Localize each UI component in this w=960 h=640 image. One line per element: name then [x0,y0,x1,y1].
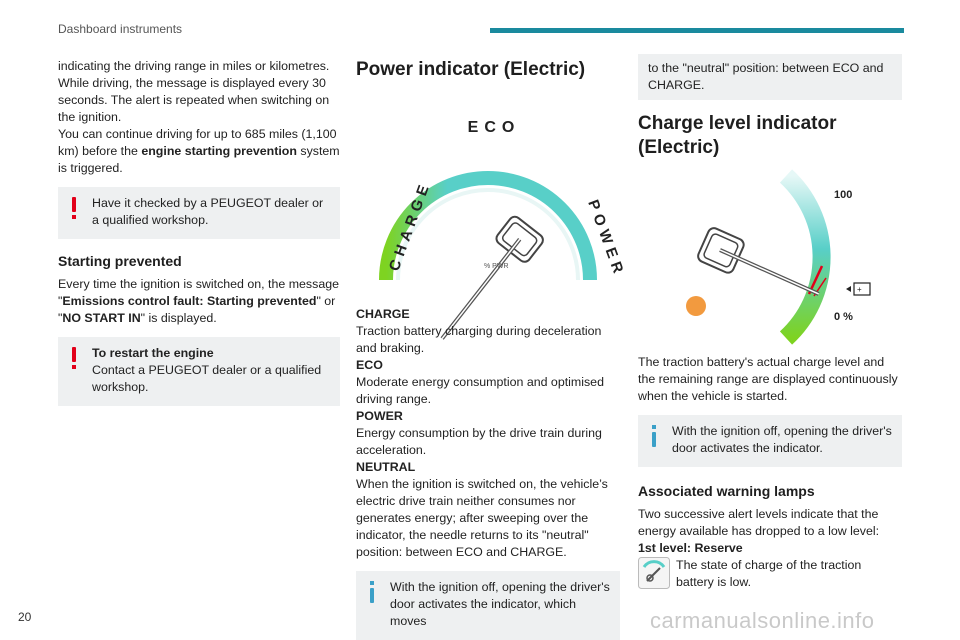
page-number: 20 [18,610,32,624]
info-text: to the "neutral" position: between ECO and CHARGE. [648,61,884,92]
warning-text: Contact a PEUGEOT dealer or a qualified workshop. [92,363,322,394]
gauge-label-0: 0 % [834,311,853,323]
column-3 [638,54,902,591]
warning-box [58,337,340,406]
warning-lamp-icon [686,296,706,316]
header-accent-bar [490,28,904,33]
info-icon [368,581,376,603]
gauge-unit-label: % PWR [484,263,509,270]
paragraph: The traction battery's actual charge level and the remaining range are displayed continuously when the vehicle is started. [638,355,898,403]
gauge-label-eco: ECO [467,119,521,136]
paragraph: You can continue driving for up to 685 miles (1,100 km) before the engine starting prevention system is triggered. [58,127,340,175]
definition: Traction battery charging during deceleration and braking. [356,324,602,355]
running-header: Dashboard instruments [58,22,183,36]
definition: Energy consumption by the drive train during acceleration. [356,426,602,457]
info-icon [650,425,658,447]
battery-icon [846,283,870,295]
warning-exclamation-icon [70,347,78,369]
info-text: With the ignition off, opening the driver's door activates the indicator. [672,424,892,455]
level-1-text: The state of charge of the traction battery is low. [676,558,862,589]
paragraph: While driving, the message is displayed every 30 seconds. The alert is repeated when switching on the ignition. [58,76,330,124]
term: ECO [356,358,383,372]
heading-charge-level: Charge level indicator (Electric) [638,113,837,158]
paragraph: Every time the ignition is switched on, the message "Emissions control fault: Starting prevented" or "NO START IN" is displayed. [58,277,339,325]
level-title: 1st level: Reserve [638,541,743,555]
info-text: With the ignition off, opening the driver's door activates the indicator, which moves [390,580,610,628]
term: NEUTRAL [356,460,416,474]
term: CHARGE [356,307,410,321]
warning-exclamation-icon [70,197,78,219]
charge-arc [786,176,822,338]
charge-level-gauge [638,166,902,346]
paragraph: Two successive alert levels indicate that the energy available has dropped to a low level: [638,507,880,538]
gauge-label-charge: CHARGE [385,178,435,274]
info-box [356,571,620,640]
warning-box [58,187,340,239]
warning-title: To restart the engine [92,346,214,360]
definition: Moderate energy consumption and optimised driving range. [356,375,604,406]
column-2 [356,58,629,640]
definition: When the ignition is switched on, the vehicle’s electric drive train neither consumes nor generates energy; after sweeping over the indicator, the needle returns to its "neutral" position: between ECO and CHARGE. [356,477,608,559]
gauge-label-power: POWER [584,197,629,281]
term: POWER [356,409,403,423]
heading-starting-prevented: Starting prevented [58,253,182,269]
gauge-label-100: 100 [834,189,853,201]
svg-text:+: + [857,285,862,294]
watermark: carmanualsonline.info [650,608,875,633]
paragraph: indicating the driving range in miles or kilometres. [58,59,330,73]
level-1-row [638,557,902,591]
power-descriptions [356,306,620,561]
heading-power-indicator: Power indicator (Electric) [356,59,586,80]
info-box-continued [638,54,902,100]
column-1 [58,58,340,406]
heading-associated-warning-lamps: Associated warning lamps [638,483,815,499]
battery-reserve-warning-icon [638,557,670,589]
info-box [638,415,902,467]
warning-text: Have it checked by a PEUGEOT dealer or a qualified workshop. [92,196,324,227]
power-indicator-gauge [356,84,629,284]
